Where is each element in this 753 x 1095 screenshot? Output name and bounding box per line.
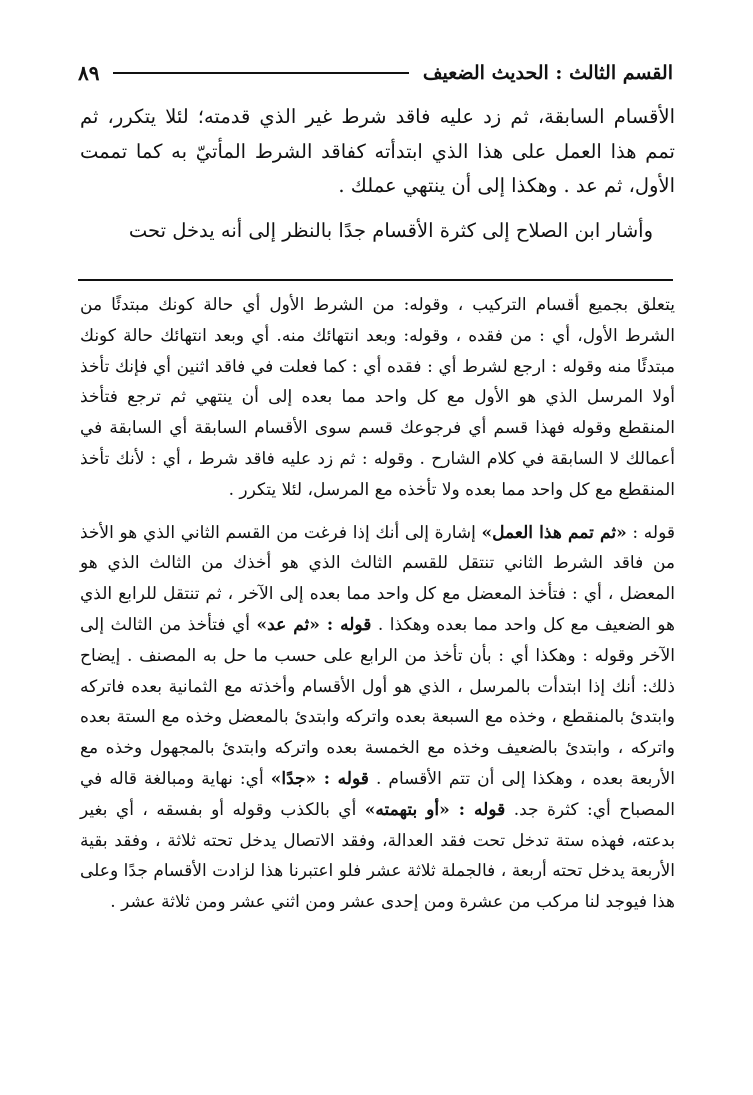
main-paragraph: وأشار ابن الصلاح إلى كثرة الأقسام جدًا بالنظر إلى أنه يدخل تحت bbox=[128, 218, 653, 242]
note-text: أي بالكذب وقوله أو بفسقه ، أي بغير بدعته، فهذه ستة تدخل تحت فقد العدالة، وفقد الاتصال يدخل تحته ثلاثة ، وفقد بقية الأربعة يدخل تحته أربعة ، فالجملة ثلاثة عشر فلو اعتبرنا هذا لزادت الأقسام جدًا وعلى هذا فيوجد لنا مركب من عشرة ومن إحدى عشر ومن اثني عشر ومن ثلاثة عشر . bbox=[80, 799, 675, 913]
note-text: إشارة إلى أنك إذا فرغت من القسم الثاني الذي هو الأخذ من فاقد الشرط الثاني تنتقل للقسم الثالث الذي هو أخذك من الثالث الذي هو المعضل ، أي : فتأخذ المعضل مع كل واحد مما بعده إلى الآخر ، ثم تنتقل للرابع الذي هو الضعيف مع كل واحد مما بعده وهكذا . bbox=[80, 522, 675, 635]
note-paragraph bbox=[80, 518, 675, 918]
page-header bbox=[78, 58, 673, 88]
main-text bbox=[80, 100, 675, 248]
page-number: ٨٩ bbox=[78, 61, 100, 85]
note-text: قوله : bbox=[626, 522, 676, 543]
note-keyword: قوله : «أو بتهمته» bbox=[364, 799, 506, 820]
main-paragraph: الأقسام السابقة، ثم زد عليه فاقد شرط غير الذي قدمته؛ لئلا يتكرر، ثم تمم هذا العمل على هذا الذي ابتدأته كفاقد الشرط المأتيّ به كما تممت الأول، ثم عد . وهكذا إلى أن ينتهي عملك . bbox=[80, 105, 675, 197]
running-title: القسم الثالث : الحديث الضعيف bbox=[422, 62, 673, 84]
note-keyword: «ثم تمم هذا العمل» bbox=[481, 522, 627, 543]
note-keyword: قوله : «ثم عد» bbox=[256, 614, 372, 635]
note-text: أي فتأخذ من الثالث إلى الآخر وقوله : وهكذا أي : بأن تأخذ من الرابع على حسب ما حل به المصنف . إيضاح ذلك: أنك إذا ابتدأت بالمرسل ، الذي هو أول الأقسام وأخذته مع الثمانية بعده فاتركه وابتدئ بالمنقطع ، وخذه مع السبعة بعده واتركه وابتدئ بالمعضل وخذه مع الستة بعده واتركه ، وابتدئ بالضعيف وخذه مع الخمسة بعده واتركه وابتدئ بالمجهول وخذه مع الأربعة بعده ، وهكذا إلى أن تتم الأقسام . bbox=[80, 614, 675, 789]
note-paragraph: يتعلق بجميع أقسام التركيب ، وقوله: من الشرط الأول أي حالة كونك مبتدئًا من الشرط الأول، أي : من فقده ، وقوله: وبعد انتهائك منه. أي وبعد انتهائك حالة كونك مبتدئًا منه وقوله : ارجع لشرط أي : فقده أي : كما فعلت في فاقد اثنين أي فإنك تأخذ أولا المرسل الذي هو الأول مع كل واحد مما بعده إلى أن ينتهي ثم ترجع فتأخذ المنقطع وقوله فهذا قسم أي فرجوعك قسم سوى الأقسام السابقة أي السابقة في أعمالك لا السابقة في كلام الشارح . وقوله : ثم زد عليه فاقد شرط ، أي : لأنك تأخذ المنقطع مع كل واحد مما بعده ولا تأخذه مع المرسل، لئلا يتكرر . bbox=[80, 295, 675, 500]
note-keyword: قوله : «جدًا» bbox=[270, 768, 369, 789]
footnote-divider bbox=[78, 279, 673, 281]
header-rule bbox=[113, 72, 408, 74]
commentary-notes bbox=[80, 290, 675, 918]
note-text: أي: نهاية ومبالغة قاله في المصباح أي: كثرة جد. bbox=[80, 768, 675, 820]
